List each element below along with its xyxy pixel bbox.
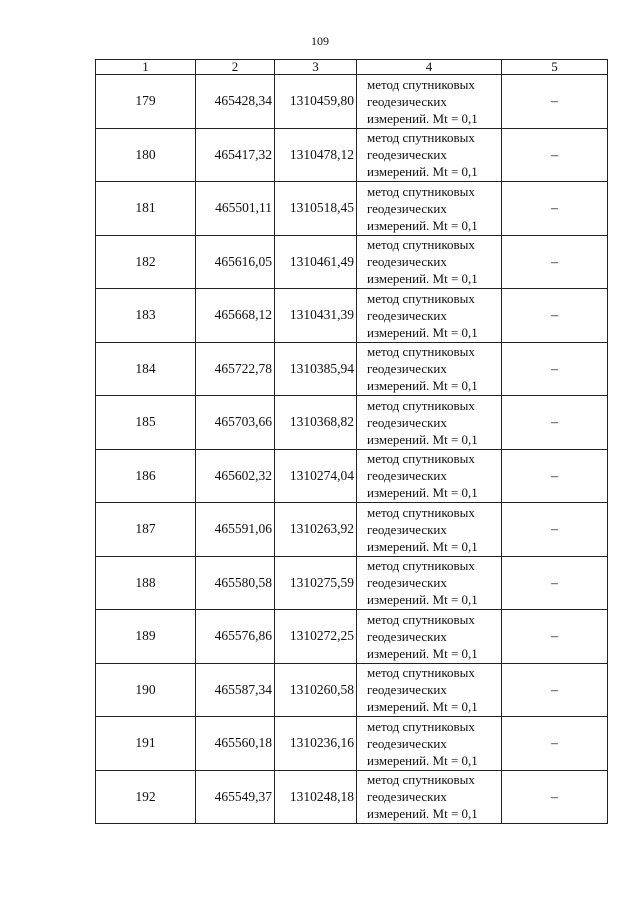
- table-row: [96, 289, 608, 343]
- x-coordinate-cell: 465668,12: [196, 289, 275, 343]
- x-coordinate-cell: 465576,86: [196, 610, 275, 664]
- method-cell: [357, 342, 502, 396]
- method-text-line: измерений. Mt = 0,1: [367, 592, 478, 608]
- column5-cell: –: [502, 556, 608, 610]
- x-coordinate-cell: 465501,11: [196, 182, 275, 236]
- method-cell: [357, 182, 502, 236]
- method-text-line: метод спутниковых: [367, 130, 475, 146]
- table-row: [96, 770, 608, 824]
- point-number-cell: 180: [96, 128, 196, 182]
- y-coordinate-cell: 1310385,94: [275, 342, 357, 396]
- point-number-cell: 189: [96, 610, 196, 664]
- y-coordinate-cell: 1310248,18: [275, 770, 357, 824]
- method-text-line: метод спутниковых: [367, 558, 475, 574]
- method-cell: [357, 449, 502, 503]
- x-coordinate-cell: 465616,05: [196, 235, 275, 289]
- point-number-cell: 192: [96, 770, 196, 824]
- method-text-line: геодезических: [367, 200, 447, 216]
- method-text-line: измерений. Mt = 0,1: [367, 110, 478, 126]
- method-text-line: геодезических: [367, 521, 447, 537]
- point-number-cell: 183: [96, 289, 196, 343]
- method-text-line: метод спутниковых: [367, 290, 475, 306]
- method-cell: [357, 396, 502, 450]
- table-row: [96, 663, 608, 717]
- method-text-line: метод спутниковых: [367, 344, 475, 360]
- method-text-line: метод спутниковых: [367, 183, 475, 199]
- y-coordinate-cell: 1310274,04: [275, 449, 357, 503]
- method-text-line: измерений. Mt = 0,1: [367, 164, 478, 180]
- y-coordinate-cell: 1310461,49: [275, 235, 357, 289]
- x-coordinate-cell: 465560,18: [196, 717, 275, 771]
- table-row: [96, 503, 608, 557]
- method-text-line: геодезических: [367, 789, 447, 805]
- method-text-line: геодезических: [367, 93, 447, 109]
- table-header-row: [96, 60, 608, 75]
- method-cell: [357, 235, 502, 289]
- method-text-line: измерений. Mt = 0,1: [367, 538, 478, 554]
- method-cell: [357, 770, 502, 824]
- table-row: [96, 342, 608, 396]
- method-text-line: геодезических: [367, 735, 447, 751]
- x-coordinate-cell: 465549,37: [196, 770, 275, 824]
- y-coordinate-cell: 1310431,39: [275, 289, 357, 343]
- x-coordinate-cell: 465428,34: [196, 75, 275, 129]
- method-text-line: измерений. Mt = 0,1: [367, 324, 478, 340]
- x-coordinate-cell: 465580,58: [196, 556, 275, 610]
- method-cell: [357, 128, 502, 182]
- table-row: [96, 396, 608, 450]
- column-header: 2: [196, 60, 275, 75]
- x-coordinate-cell: 465703,66: [196, 396, 275, 450]
- table-row: [96, 556, 608, 610]
- table-row: [96, 235, 608, 289]
- column5-cell: –: [502, 235, 608, 289]
- column-header: 5: [502, 60, 608, 75]
- method-text-line: измерений. Mt = 0,1: [367, 271, 478, 287]
- column5-cell: –: [502, 770, 608, 824]
- method-text-line: метод спутниковых: [367, 451, 475, 467]
- y-coordinate-cell: 1310272,25: [275, 610, 357, 664]
- column-header: 3: [275, 60, 357, 75]
- method-text-line: измерений. Mt = 0,1: [367, 431, 478, 447]
- method-text-line: измерений. Mt = 0,1: [367, 645, 478, 661]
- x-coordinate-cell: 465602,32: [196, 449, 275, 503]
- method-text-line: измерений. Mt = 0,1: [367, 699, 478, 715]
- method-text-line: геодезических: [367, 628, 447, 644]
- method-cell: [357, 289, 502, 343]
- method-text-line: геодезических: [367, 682, 447, 698]
- table-body: [96, 75, 608, 824]
- x-coordinate-cell: 465591,06: [196, 503, 275, 557]
- table-row: [96, 128, 608, 182]
- table-row: [96, 75, 608, 129]
- method-text-line: метод спутниковых: [367, 397, 475, 413]
- method-text-line: метод спутниковых: [367, 237, 475, 253]
- point-number-cell: 185: [96, 396, 196, 450]
- point-number-cell: 179: [96, 75, 196, 129]
- method-text-line: измерений. Mt = 0,1: [367, 806, 478, 822]
- method-text-line: геодезических: [367, 254, 447, 270]
- point-number-cell: 187: [96, 503, 196, 557]
- column5-cell: –: [502, 75, 608, 129]
- x-coordinate-cell: 465417,32: [196, 128, 275, 182]
- method-text-line: геодезических: [367, 468, 447, 484]
- column5-cell: –: [502, 449, 608, 503]
- column5-cell: –: [502, 610, 608, 664]
- column5-cell: –: [502, 503, 608, 557]
- y-coordinate-cell: 1310459,80: [275, 75, 357, 129]
- y-coordinate-cell: 1310236,16: [275, 717, 357, 771]
- method-cell: [357, 556, 502, 610]
- y-coordinate-cell: 1310275,59: [275, 556, 357, 610]
- table-row: [96, 182, 608, 236]
- method-cell: [357, 503, 502, 557]
- method-text-line: геодезических: [367, 147, 447, 163]
- x-coordinate-cell: 465722,78: [196, 342, 275, 396]
- table-row: [96, 717, 608, 771]
- point-number-cell: 191: [96, 717, 196, 771]
- column5-cell: –: [502, 182, 608, 236]
- point-number-cell: 184: [96, 342, 196, 396]
- point-number-cell: 190: [96, 663, 196, 717]
- method-text-line: геодезических: [367, 575, 447, 591]
- method-cell: [357, 75, 502, 129]
- coordinates-table: [95, 59, 608, 824]
- method-text-line: измерений. Mt = 0,1: [367, 217, 478, 233]
- table-row: [96, 610, 608, 664]
- method-text-line: геодезических: [367, 361, 447, 377]
- y-coordinate-cell: 1310518,45: [275, 182, 357, 236]
- y-coordinate-cell: 1310368,82: [275, 396, 357, 450]
- method-text-line: измерений. Mt = 0,1: [367, 378, 478, 394]
- column5-cell: –: [502, 128, 608, 182]
- page-number: 109: [311, 34, 329, 48]
- method-text-line: метод спутниковых: [367, 665, 475, 681]
- method-text-line: измерений. Mt = 0,1: [367, 752, 478, 768]
- column-header: 1: [96, 60, 196, 75]
- column5-cell: –: [502, 289, 608, 343]
- column5-cell: –: [502, 717, 608, 771]
- method-text-line: геодезических: [367, 414, 447, 430]
- point-number-cell: 182: [96, 235, 196, 289]
- method-cell: [357, 610, 502, 664]
- method-text-line: геодезических: [367, 307, 447, 323]
- method-text-line: метод спутниковых: [367, 504, 475, 520]
- column5-cell: –: [502, 663, 608, 717]
- column5-cell: –: [502, 342, 608, 396]
- method-text-line: измерений. Mt = 0,1: [367, 485, 478, 501]
- method-text-line: метод спутниковых: [367, 611, 475, 627]
- y-coordinate-cell: 1310263,92: [275, 503, 357, 557]
- method-cell: [357, 717, 502, 771]
- point-number-cell: 188: [96, 556, 196, 610]
- column-header: 4: [357, 60, 502, 75]
- y-coordinate-cell: 1310478,12: [275, 128, 357, 182]
- method-cell: [357, 663, 502, 717]
- method-text-line: метод спутниковых: [367, 76, 475, 92]
- column5-cell: –: [502, 396, 608, 450]
- point-number-cell: 181: [96, 182, 196, 236]
- point-number-cell: 186: [96, 449, 196, 503]
- method-text-line: метод спутниковых: [367, 718, 475, 734]
- table-row: [96, 449, 608, 503]
- y-coordinate-cell: 1310260,58: [275, 663, 357, 717]
- method-text-line: метод спутниковых: [367, 772, 475, 788]
- x-coordinate-cell: 465587,34: [196, 663, 275, 717]
